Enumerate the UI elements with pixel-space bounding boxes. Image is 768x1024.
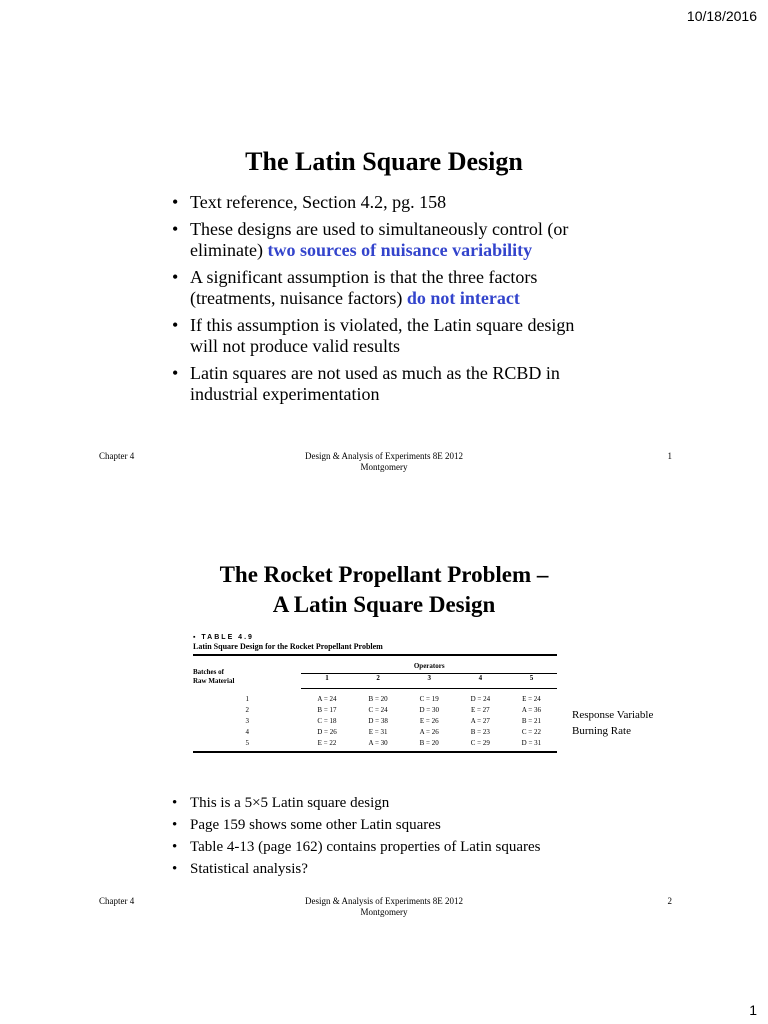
table-row: [193, 689, 557, 706]
table-cell: D = 26: [317, 728, 337, 736]
slide2-title: [0, 560, 768, 620]
table-cell: A = 26: [419, 728, 439, 736]
latin-square-table-figure: [193, 634, 557, 753]
operator-column-header: 5: [506, 674, 557, 689]
slide2-bullet: • Statistical analysis?: [170, 858, 610, 880]
slide1-bullet: [170, 267, 590, 309]
table-cell: C = 18: [317, 717, 337, 725]
slide1-footer-book: [284, 451, 484, 473]
table-caption: ▪ TABLE 4.9: [193, 634, 254, 641]
slide2-footer-book: [284, 896, 484, 918]
table-row: [193, 705, 557, 716]
table-cell: C = 29: [470, 739, 490, 747]
table-row: [193, 727, 557, 738]
table-cell: A = 27: [470, 717, 490, 725]
response-line1: Response Variable: [572, 709, 654, 721]
table-row: [193, 716, 557, 727]
slide1-footer-number: 1: [667, 451, 672, 461]
table-cell: E = 27: [470, 706, 490, 714]
slide1-bullet: [170, 219, 590, 261]
row-header-line2: Raw Material: [193, 676, 235, 685]
slide1-footer-book-line2: Montgomery: [360, 462, 408, 472]
table-cell: D = 30: [419, 706, 439, 714]
slide1-bullet-list: [170, 192, 590, 411]
slide2-title-line1: The Rocket Propellant Problem –: [219, 562, 549, 587]
latin-square-table: [193, 654, 557, 753]
table-cell: E = 22: [317, 739, 337, 747]
bullet-text: Latin squares are not used as much as the RCBD in industrial experimentation: [190, 363, 560, 404]
table-cell: B = 21: [521, 717, 541, 725]
table-cell: C = 22: [521, 728, 541, 736]
slide1-footer-chapter: Chapter 4: [99, 451, 135, 461]
batch-number: 1: [245, 694, 249, 703]
batch-number: 2: [245, 706, 249, 714]
bullet-text: If this assumption is violated, the Latin square design will not produce valid results: [190, 315, 575, 356]
table-row: [193, 738, 557, 752]
slide2-bullet-list: [170, 792, 610, 880]
operators-header: Operators: [301, 655, 557, 674]
table-cell: D = 38: [368, 717, 388, 725]
slide2-footer-book-line1: Design & Analysis of Experiments 8E 2012: [305, 896, 463, 906]
bullet-text: A significant assumption is that the three factors (treatments, nuisance factors): [190, 267, 538, 308]
table-cell: D = 31: [521, 739, 542, 747]
operator-column-header: 4: [455, 674, 506, 689]
row-header-line1: Batches of: [193, 667, 224, 676]
bullet-text: Text reference, Section 4.2, pg. 158: [190, 192, 447, 212]
slide2-footer-number: 2: [667, 896, 672, 906]
table-subtitle: Latin Square Design for the Rocket Propellant Problem: [193, 642, 383, 651]
table-cell: A = 30: [368, 739, 388, 747]
table-cell: A = 24: [317, 695, 337, 703]
slide2-bullet: • This is a 5×5 Latin square design: [170, 792, 610, 814]
slide1-title: The Latin Square Design: [245, 147, 523, 176]
operator-column-header: 2: [353, 674, 404, 689]
table-cell: B = 17: [317, 706, 337, 714]
table-cell: B = 20: [419, 739, 439, 747]
table-cell: E = 31: [368, 728, 388, 736]
slide2-footer-chapter: Chapter 4: [99, 896, 135, 906]
table-cell: C = 24: [368, 706, 388, 714]
highlighted-text: do not interact: [406, 288, 520, 308]
table-cell: C = 19: [419, 695, 439, 703]
slide2-title-line2: A Latin Square Design: [272, 592, 496, 617]
slide1-bullet: [170, 315, 590, 357]
slide1-bullet: [170, 192, 590, 213]
page-number: 1: [749, 1002, 757, 1018]
slide2-bullet: • Table 4-13 (page 162) contains properties of Latin squares: [170, 836, 610, 858]
slide2-bullet: • Page 159 shows some other Latin squares: [170, 814, 610, 836]
batch-number: 3: [245, 717, 249, 725]
table-cell: E = 24: [522, 695, 541, 703]
operator-column-header: 1: [301, 674, 352, 689]
table-cell: E = 26: [419, 717, 439, 725]
row-header: [193, 655, 301, 689]
response-variable-note: [572, 707, 653, 739]
operator-column-header: 3: [404, 674, 455, 689]
highlighted-text: two sources of nuisance variability: [267, 240, 533, 260]
page-date: 10/18/2016: [686, 8, 757, 24]
batch-number: 4: [245, 728, 249, 736]
slide1-bullet: [170, 363, 590, 405]
table-cell: D = 24: [470, 695, 491, 703]
slide2-footer-book-line2: Montgomery: [360, 907, 408, 917]
table-cell: A = 36: [521, 706, 541, 714]
table-cell: B = 23: [470, 728, 490, 736]
slide1-footer-book-line1: Design & Analysis of Experiments 8E 2012: [305, 451, 463, 461]
response-line2: Burning Rate: [572, 725, 631, 737]
table-cell: B = 20: [368, 695, 388, 703]
bullet-text: These designs are used to simultaneously control (or eliminate): [190, 219, 569, 260]
batch-number: 5: [245, 739, 249, 747]
